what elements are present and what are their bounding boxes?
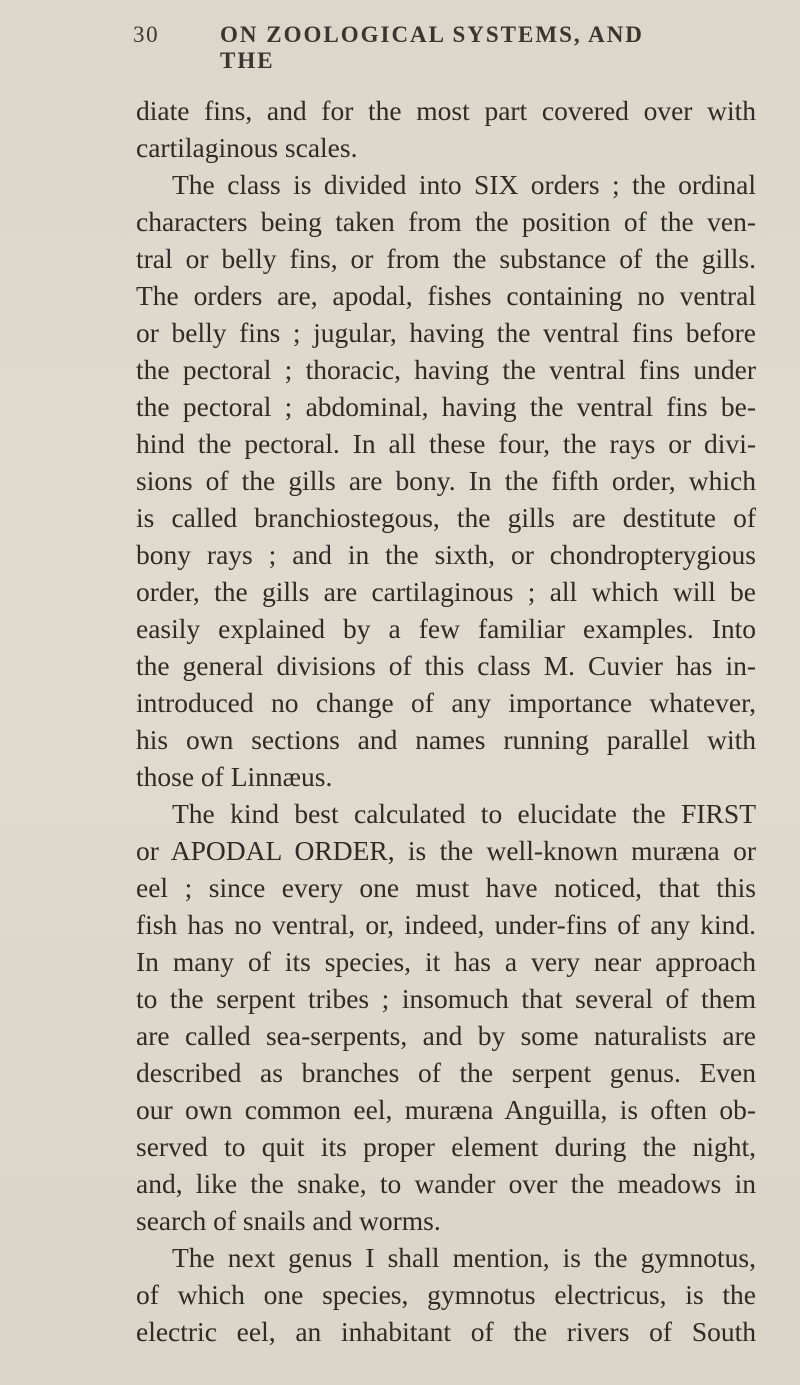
text-line: the pectoral ; abdominal, having the ventral fins be-	[136, 391, 756, 422]
text-line: eel ; since every one must have noticed, that this	[136, 872, 756, 903]
text-line: his own sections and names running parallel with	[136, 724, 756, 755]
text-line: the pectoral ; thoracic, having the ventral fins under	[136, 354, 756, 385]
text-line: The kind best calculated to elucidate the FIRST	[172, 798, 756, 829]
text-line: order, the gills are cartilaginous ; all which will be	[136, 576, 756, 607]
text-line: The orders are, apodal, fishes containing no ventral	[136, 280, 756, 311]
text-line: easily explained by a few familiar examples. Into	[136, 613, 756, 644]
text-line: or belly fins ; jugular, having the ventral fins before	[136, 317, 756, 348]
text-line: The class is divided into SIX orders ; the ordinal	[172, 169, 756, 200]
text-line: introduced no change of any importance whatever,	[136, 687, 756, 718]
text-line: fish has no ventral, or, indeed, under-fins of any kind.	[136, 909, 756, 940]
text-line: bony rays ; and in the sixth, or chondropterygious	[136, 539, 756, 570]
text-line: cartilaginous scales.	[136, 132, 358, 163]
running-header	[133, 22, 693, 73]
text-line: our own common eel, muræna Anguilla, is often ob-	[136, 1094, 756, 1125]
text-line: to the serpent tribes ; insomuch that several of them	[136, 983, 756, 1014]
text-line: search of snails and worms.	[136, 1205, 441, 1236]
text-line: the general divisions of this class M. Cuvier has in-	[136, 650, 756, 681]
page-number: 30	[133, 22, 160, 47]
text-line: characters being taken from the position of the ven-	[136, 206, 756, 237]
running-title: ON ZOOLOGICAL SYSTEMS, AND THE	[220, 22, 644, 73]
text-line: sions of the gills are bony. In the fifth order, which	[136, 465, 756, 496]
text-line: those of Linnæus.	[136, 761, 333, 792]
text-line: hind the pectoral. In all these four, the rays or divi-	[136, 428, 756, 459]
body-text	[136, 92, 756, 1350]
text-line: served to quit its proper element during the night,	[136, 1131, 756, 1162]
text-line: is called branchiostegous, the gills are destitute of	[136, 502, 756, 533]
text-line: of which one species, gymnotus electricus, is the	[136, 1279, 756, 1310]
text-line: or APODAL ORDER, is the well-known muræna or	[136, 835, 756, 866]
text-line: described as branches of the serpent genus. Even	[136, 1057, 756, 1088]
text-line: tral or belly fins, or from the substance of the gills.	[136, 243, 756, 274]
text-line: and, like the snake, to wander over the meadows in	[136, 1168, 756, 1199]
text-line: electric eel, an inhabitant of the rivers of South	[136, 1316, 756, 1347]
text-line: diate fins, and for the most part covered over with	[136, 95, 756, 126]
text-line: In many of its species, it has a very near approach	[136, 946, 756, 977]
text-line: The next genus I shall mention, is the gymnotus,	[172, 1242, 756, 1273]
text-line: are called sea-serpents, and by some naturalists are	[136, 1020, 756, 1051]
